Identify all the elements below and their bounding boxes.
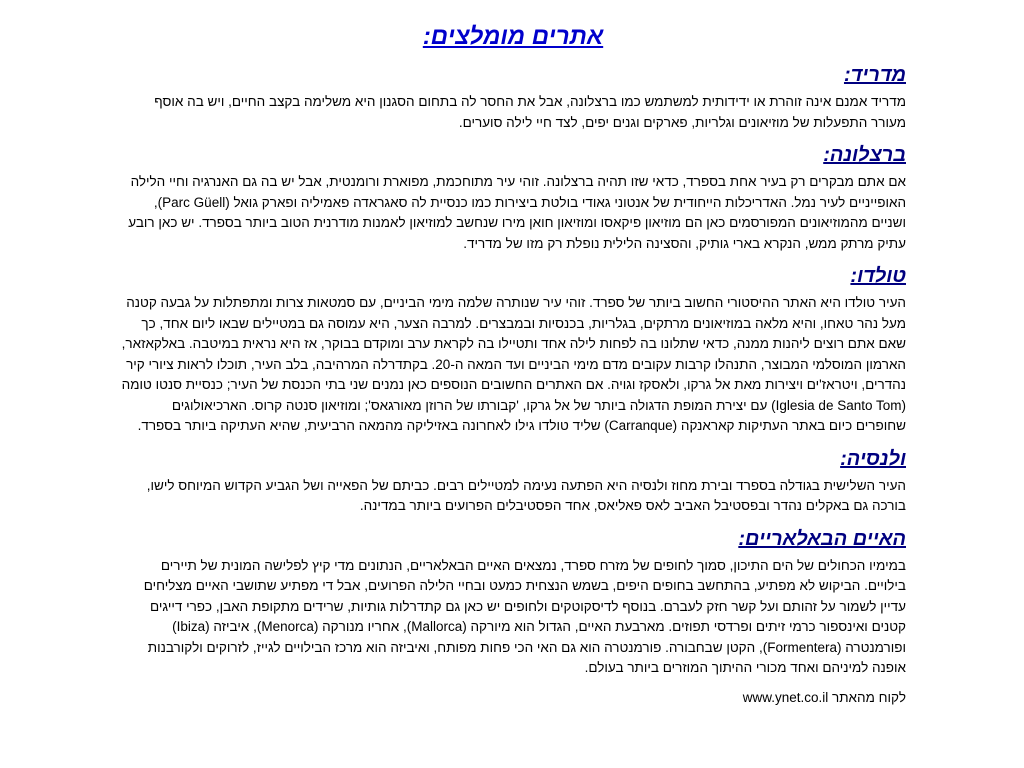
section-text-barcelona: אם אתם מבקרים רק בעיר אחת בספרד, כדאי שזו תהיה ברצלונה. זוהי עיר מתוחכמת, מפוארת ורומנטית, אבל יש בה גם האנרגיה וחיי הלילה האופייניים לעיר נמל. האדריכלות הייחודית של אנטוני גאודי בולטת ביצירות כמו כנסיית לה סאגראדה פאמיליה ופארק גואל (Parc Güell), ושניים מהמוזיאונים המפורסמים כאן הם מוזיאון פיקאסו ומוזיאון חואן מירו שנחשב למוזיאון לאמנות מודרנית הטוב ביותר בספרד. יש כאן רובע עתיק מרתק ממש, הנקרא בארי גותיק, והסצינה הלילית נופלת רק מזו של מדריד. bbox=[128, 174, 906, 251]
section-text-madrid: מדריד אמנם אינה זוהרת או ידידותית למשתמש כמו ברצלונה, אבל את החסר לה בתחום הסגנון היא משלימה בקצב החיים, ויש בה אוסף מעורר התפעלות של מוזיאונים וגלריות, פארקים וגנים יפים, לצד חיי לילה סוערים. bbox=[154, 94, 906, 130]
section-heading-valencia: ולנסיה: bbox=[840, 447, 906, 470]
section-heading-toledo: טולדו: bbox=[850, 265, 906, 287]
section-heading-barcelona: ברצלונה: bbox=[823, 144, 906, 166]
page-title: אתרים מומלצים: bbox=[422, 23, 604, 50]
section-toledo bbox=[120, 263, 906, 437]
section-madrid bbox=[120, 62, 906, 133]
section-text-valencia: העיר השלישית בגודלה בספרד ובירת מחוז ולנסיה היא הפתעה נעימה למטיילים רבים. כביתם של הפאייה ושל הגביע הקדוש המיוחס לישו, בורכה גם באקלים נהדר ובפסטיבל האביב לאס פאליאס, אחד הפסטיבלים הפרועים ביותר במדינה. bbox=[146, 477, 906, 513]
section-barcelona bbox=[120, 142, 906, 254]
section-balearic-islands bbox=[120, 526, 906, 679]
document-page bbox=[120, 22, 906, 708]
source-credit: לקוח מהאתר www.ynet.co.il bbox=[742, 689, 906, 705]
section-valencia bbox=[120, 446, 906, 517]
section-text-balearic-islands: במימיו הכחולים של הים התיכון, סמוך לחופים של מזרח ספרד, נמצאים האיים הבאלאריים, הנתונים מדי קיץ לפלישה המונית של תיירים בילויים. הביקוש לא מפתיע, בהתחשב בחופים היפים, בשמש הנצחית כמעט ובחיי הלילה הפרועים, אבל די מפתיע שתושבי האיים מצליחים עדיין לשמור על זהותם ועל קשר חזק לעברם. בנוסף לדיסקוטקים ולחופים יש כאן גם קתדרלות גותיות, שרידים מתקופת האבן, כפרי דייגים קטנים ואינספור כרמי זיתים ופרדסי תפוזים. מארבעת האיים, הגדול הוא מיורקה (Mallorca), אחריו מנורקה (Menorca), איביזה (Ibiza) ופורמנטרה (Formentera), הקטן שבחבורה. פורמנטרה הוא גם האי הכי פחות מפותח, ואיביזה הוא מרכז הבילויים לגייז, לזרוקים ולקורבנות אופנה למיניהם ואחד מכורי ההיתוך המוזרים ביותר בעולם. bbox=[143, 557, 906, 675]
section-heading-balearic-islands: האיים הבאלאריים: bbox=[738, 527, 906, 550]
section-text-toledo: העיר טולדו היא האתר ההיסטורי החשוב ביותר של ספרד. זוהי עיר שנותרה שלמה מימי הביניים, עם סמטאות צרות ומתפתלות על גבעה קטנה מעל נהר טאחו, והיא מלאה במוזיאונים מרתקים, בגלריות, בכנסיות ובמבצרים. למרבה הצער, היא עמוסה גם במטיילים שבאו ליום אחד, כך שאם אתם רוצים ליהנות ממנה, כדאי שתלונו בה לפחות לילה אחד ותטיילו בה לקראת ערב ומוקדם בבוקר, אז היא נראית במיטבה. באלקאזאר, הארמון המוסלמי המבוצר, התנהלו קרבות עקובים מדם מימי הביניים ועד המאה ה-20. בקתדרלה המרהיבה, בלב העיר, תוכלו לראות ציורי קיר נהדרים, ויטראז'ים ויצירות מאת אל גרקו, ולאסקז וגויה. אם האתרים החשובים הנוספים כאן נמנים שני בתי הכנסת של העיר; כנסיית סנטו טומה (Iglesia de Santo Tom) עם יצירת המופת הדגולה ביותר של אל גרקו, 'קבורתו של הרוזן מאורגאס'; ומוזיאון סנטה קרוס. הארכיאולוגים שחופרים כיום באתר העתיקות קאראנקה (Carranque) שליד טולדו גילו לאחרונה באזיליקה מהמאה הרביעית, שהיא העתיקה ביותר בספרד. bbox=[121, 295, 906, 433]
section-heading-madrid: מדריד: bbox=[843, 64, 906, 86]
